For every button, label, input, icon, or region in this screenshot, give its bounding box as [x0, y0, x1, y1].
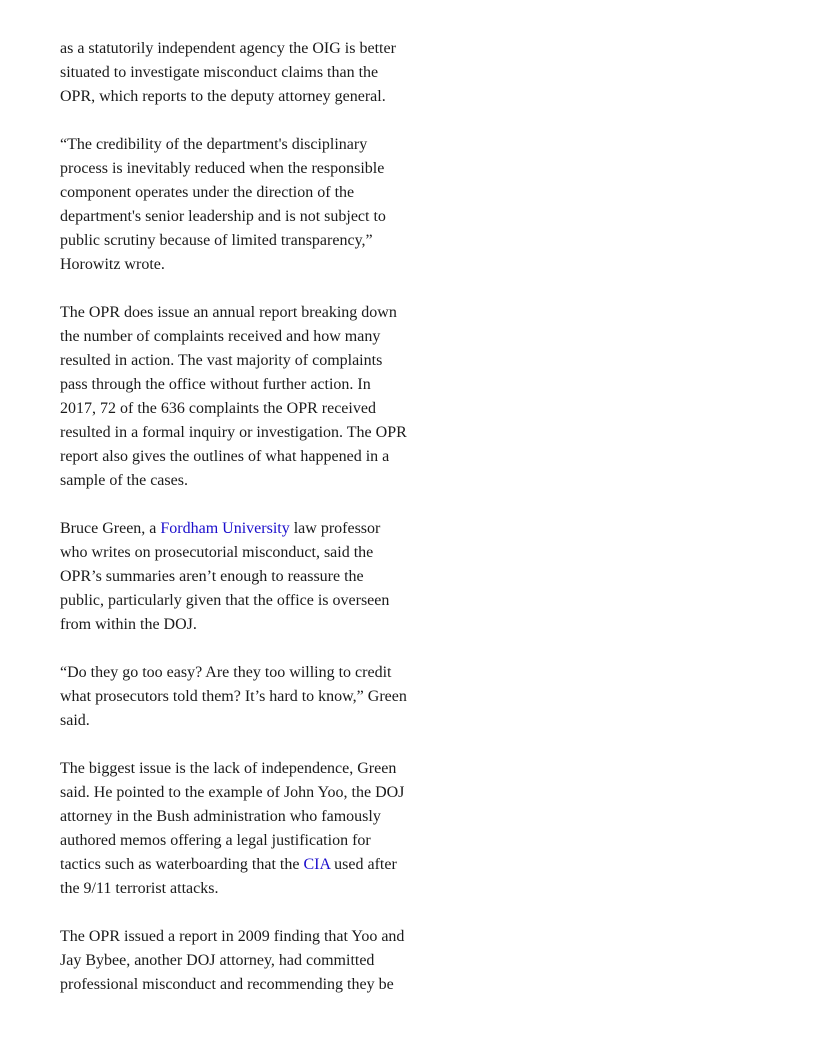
paragraph-text-segment: used after the 9/11 terrorist attacks. [60, 856, 397, 897]
paragraph-horowitz-quote: “The credibility of the department's disciplinary process is inevitably reduced when the responsible component operates under the direction of the department's senior leadership and is not subject to public scrutiny because of limited transparency,” Horowitz wrote. [60, 136, 386, 273]
article-body [60, 37, 410, 1021]
paragraph-text-segment: Bruce Green, a [60, 520, 161, 537]
fordham-university-link[interactable]: Fordham University [160, 520, 290, 537]
paragraph-oig-independence: as a statutorily independent agency the OIG is better situated to investigate misconduct claims than the OPR, which reports to the deputy attorney general. [60, 40, 396, 105]
paragraph-opr-annual-report: The OPR does issue an annual report breaking down the number of complaints received and how many resulted in action. The vast majority of complaints pass through the office without further action. In 2017, 72 of the 636 complaints the OPR received resulted in a formal inquiry or investigation. The OPR report also gives the outlines of what happened in a sample of the cases. [60, 304, 407, 489]
paragraph-independence-issue [60, 757, 410, 901]
paragraph-green-quote: “Do they go too easy? Are they too willing to credit what prosecutors told them? It’s hard to know,” Green said. [60, 664, 407, 729]
cia-link[interactable]: CIA [303, 856, 331, 873]
paragraph-text-segment: law professor who writes on prosecutorial misconduct, said the OPR’s summaries aren’t enough to reassure the public, particularly given that the office is overseen from within the DOJ. [60, 520, 390, 633]
paragraph-opr-2009-report: The OPR issued a report in 2009 finding that Yoo and Jay Bybee, another DOJ attorney, had committed professional misconduct and recommending they be [60, 928, 405, 993]
paragraph-bruce-green [60, 517, 410, 637]
paragraph-text-segment: The biggest issue is the lack of independence, Green said. He pointed to the example of John Yoo, the DOJ attorney in the Bush administration who famously authored memos offering a legal justification for tactics such as waterboarding that the [60, 760, 405, 873]
